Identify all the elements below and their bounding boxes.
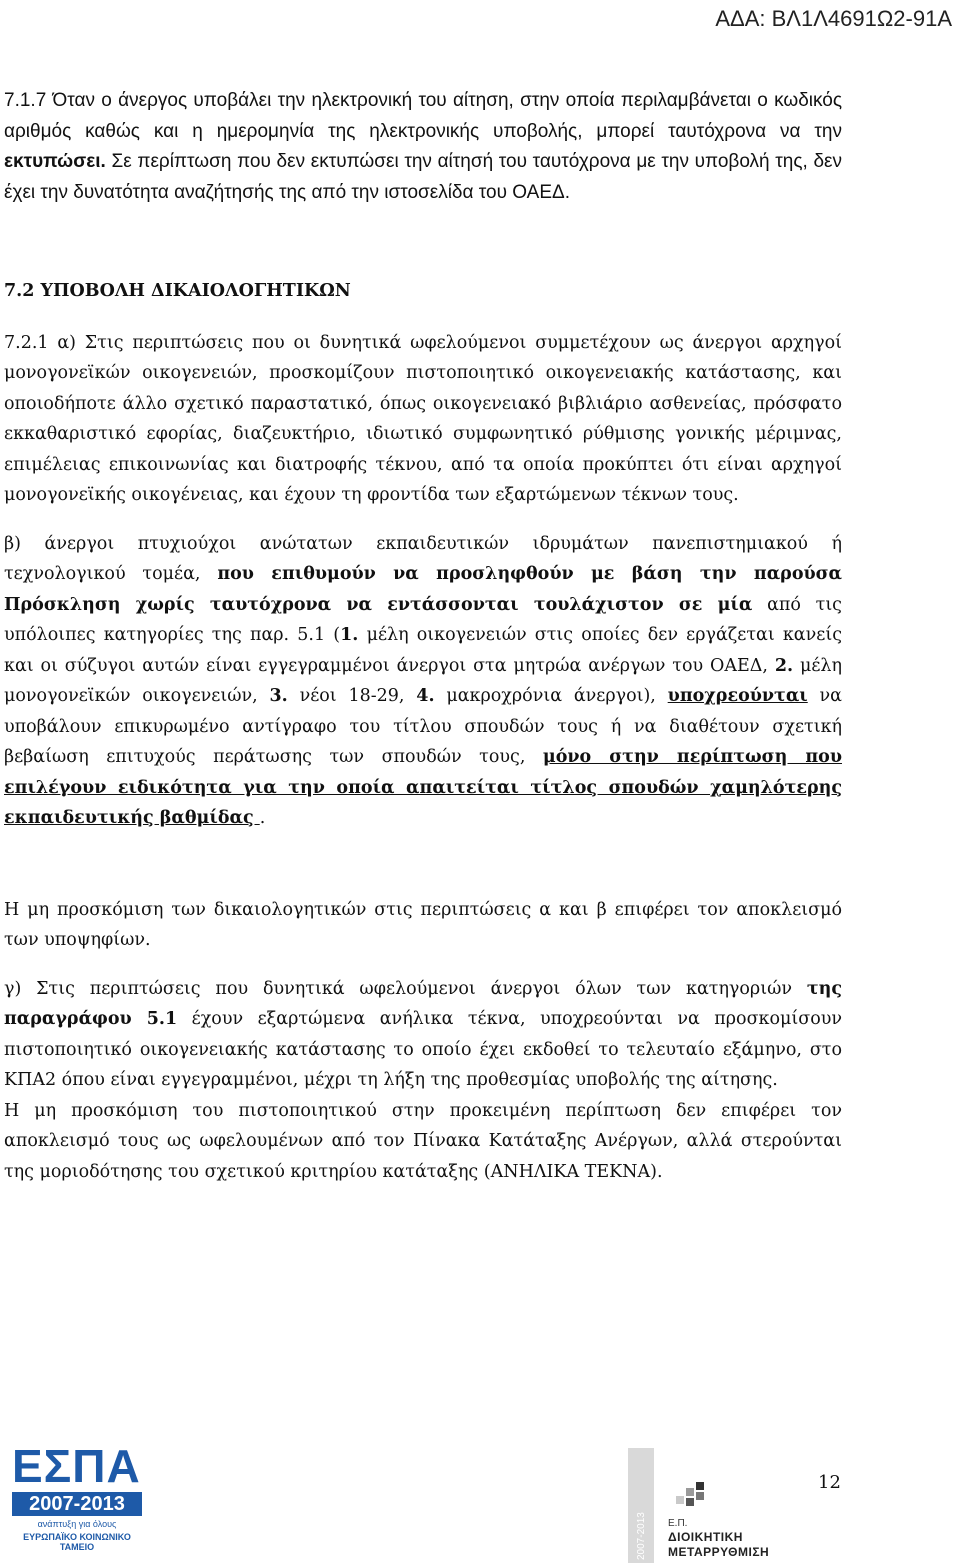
pb-t1: β) άνεργοι πτυχιούχοι ανώτατων εκπαιδευτικών ιδρυμάτων πανεπιστημιακού ή τεχνολογικού τομέα, (4, 533, 842, 584)
pb-t3: μέλη οικογενειών στις οποίες δεν εργάζεται κανείς και οι σύζυγοι αυτών είναι εγγεγραμμένοι άνεργοι στα μητρώα ανέργων του ΟΑΕΔ, (4, 625, 842, 676)
dm-years: 2007-2013 (636, 1512, 647, 1560)
ada-code: ΑΔΑ: ΒΛ1Λ4691Ω2-91Α (715, 6, 952, 31)
document-body (4, 86, 842, 1187)
paragraph-exclusion: Η μη προσκόμιση των δικαιολογητικών στις περιπτώσεις α και β επιφέρει τον αποκλεισμό των υποψηφίων. (4, 899, 842, 950)
dm-line-1: ΔΙΟΙΚΗΤΙΚΗ (668, 1530, 743, 1544)
pb-n4: 4. (416, 686, 435, 706)
footer-logos (0, 1418, 960, 1567)
espa-slogan: ανάπτυξη για όλους (37, 1519, 117, 1529)
pb-t8: . (259, 808, 266, 828)
pc-bold: της παραγράφου 5.1 (4, 978, 842, 1029)
pb-t6: μακροχρόνια άνεργοι), (434, 686, 668, 706)
paragraph-7-2-1-a: 7.2.1 α) Στις περιπτώσεις που οι δυνητικά ωφελούμενοι συμμετέχουν ως άνεργοι αρχηγοί μονογονεϊκών οικογενειών, προσκομίζουν πιστοποιητικό οικογενειακής κατάστασης, και οποιοδήποτε άλλο σχετικό παραστατικό, όπως οικογενειακό βιβλιάριο ασθενείας, πρόσφατο εκκαθαριστικό εφορίας, διαζευκτήριο, ιδιωτικό συμφωνητικό ρύθμισης γονικής μέριμνας, επιμέλειας επικοινωνίας και διατροφής τέκνου, από τα οποία προκύπτει ότι είναι αρχηγοί μονογονεϊκής οικογένειας, και έχουν τη φροντίδα των εξαρτώμενων τέκνων τους. (4, 332, 842, 505)
administrative-reform-logo (628, 1448, 818, 1563)
pb-t5: νέοι 18-29, (287, 686, 417, 706)
pb-n3: 3. (269, 686, 288, 706)
pb-t2: από τις υπόλοιπες κατηγορίες της παρ. 5.1 ( (4, 594, 842, 645)
pb-t7: να υποβάλουν επικυρωμένο αντίγραφο του τίτλου σπουδών τους ή να διαθέτουν σχετική βεβαίωση επιτυχούς περάτωσης των σπουδών τους, (4, 686, 842, 767)
pb-underline-2: μόνο στην περίπτωση που επιλέγουν ειδικότητα για την οποία απαιτείται τίτλος σπουδών χαμηλότερης εκπαιδευτικής βαθμίδας (4, 747, 842, 828)
p711-text-2: Σε περίπτωση που δεν εκτυπώσει την αίτησή του ταυτόχρονα με την υποβολή της, δεν έχει την δυνατότητα αναζήτησής της από την ιστοσελίδα του ΟΑΕΔ. (4, 151, 842, 203)
pc-t2: έχουν εξαρτώμενα ανήλικα τέκνα, υποχρεούνται να προσκομίσουν πιστοποιητικό οικογενειακής κατάστασης το οποίο έχει εκδοθεί το τελευταίο εξάμηνο, στο ΚΠΑ2 όπου είναι εγγεγραμμένοι, μέχρι τη λήξη της προθεσμίας υποβολής της αίτησης. (4, 1009, 843, 1090)
espa-logo-text: ΕΣΠΑ (12, 1440, 141, 1492)
espa-fund: ΕΥΡΩΠΑΪΚΟ ΚΟΙΝΩΝΙΚΟ ΤΑΜΕΙΟ (23, 1532, 131, 1552)
pb-n1: 1. (340, 625, 359, 645)
p711-bold: εκτυπώσει. (4, 151, 106, 172)
paragraph-c (4, 974, 842, 1096)
pb-underline-1: υποχρεούνται (667, 686, 808, 706)
paragraph-final: Η μη προσκόμιση του πιστοποιητικού στην προκειμένη περίπτωση δεν επιφέρει τον αποκλεισμό τους ως ωφελουμένων από τον Πίνακα Κατάταξης Ανέργων, αλλά στερούνται της μοριοδότησης του σχετικού κριτηρίου κατάταξης (ΑΝΗΛΙΚΑ ΤΕΚΝΑ). (4, 1100, 842, 1182)
dm-line-2: ΜΕΤΑΡΡΥΘΜΙΣΗ (668, 1545, 770, 1559)
pc-t1: γ) Στις περιπτώσεις που δυνητικά ωφελούμενοι άνεργοι όλων των κατηγοριών (4, 978, 807, 999)
pb-t4: μέλη μονογονεϊκών οικογενειών, (4, 655, 842, 706)
pb-n2: 2. (774, 655, 794, 676)
espa-logo (12, 1442, 142, 1562)
paragraph-b (4, 529, 842, 834)
section-heading: 7.2 ΥΠΟΒΟΛΗ ΔΙΚΑΙΟΛΟΓΗΤΙΚΩΝ (4, 281, 351, 301)
paragraph-7-1-7 (4, 86, 842, 208)
espa-years: 2007-2013 (12, 1492, 142, 1516)
p711-text-1: 7.1.7 Όταν ο άνεργος υποβάλει την ηλεκτρονική του αίτηση, στην οποία περιλαμβάνεται ο κωδικός αριθμός καθώς και η ημερομηνία της ηλεκτρονικής υποβολής, μπορεί ταυτόχρονα να την (4, 90, 842, 142)
dm-ep: Ε.Π. (668, 1518, 688, 1529)
dm-years-bar (628, 1448, 654, 1563)
page-number: 12 (818, 1472, 841, 1493)
reform-emblem-icon (674, 1478, 710, 1514)
pb-bold-1: που επιθυμούν να προσληφθούν με βάση την παρούσα Πρόσκληση χωρίς ταυτόχρονα να εντάσσονται τουλάχιστον σε μία (4, 564, 843, 615)
